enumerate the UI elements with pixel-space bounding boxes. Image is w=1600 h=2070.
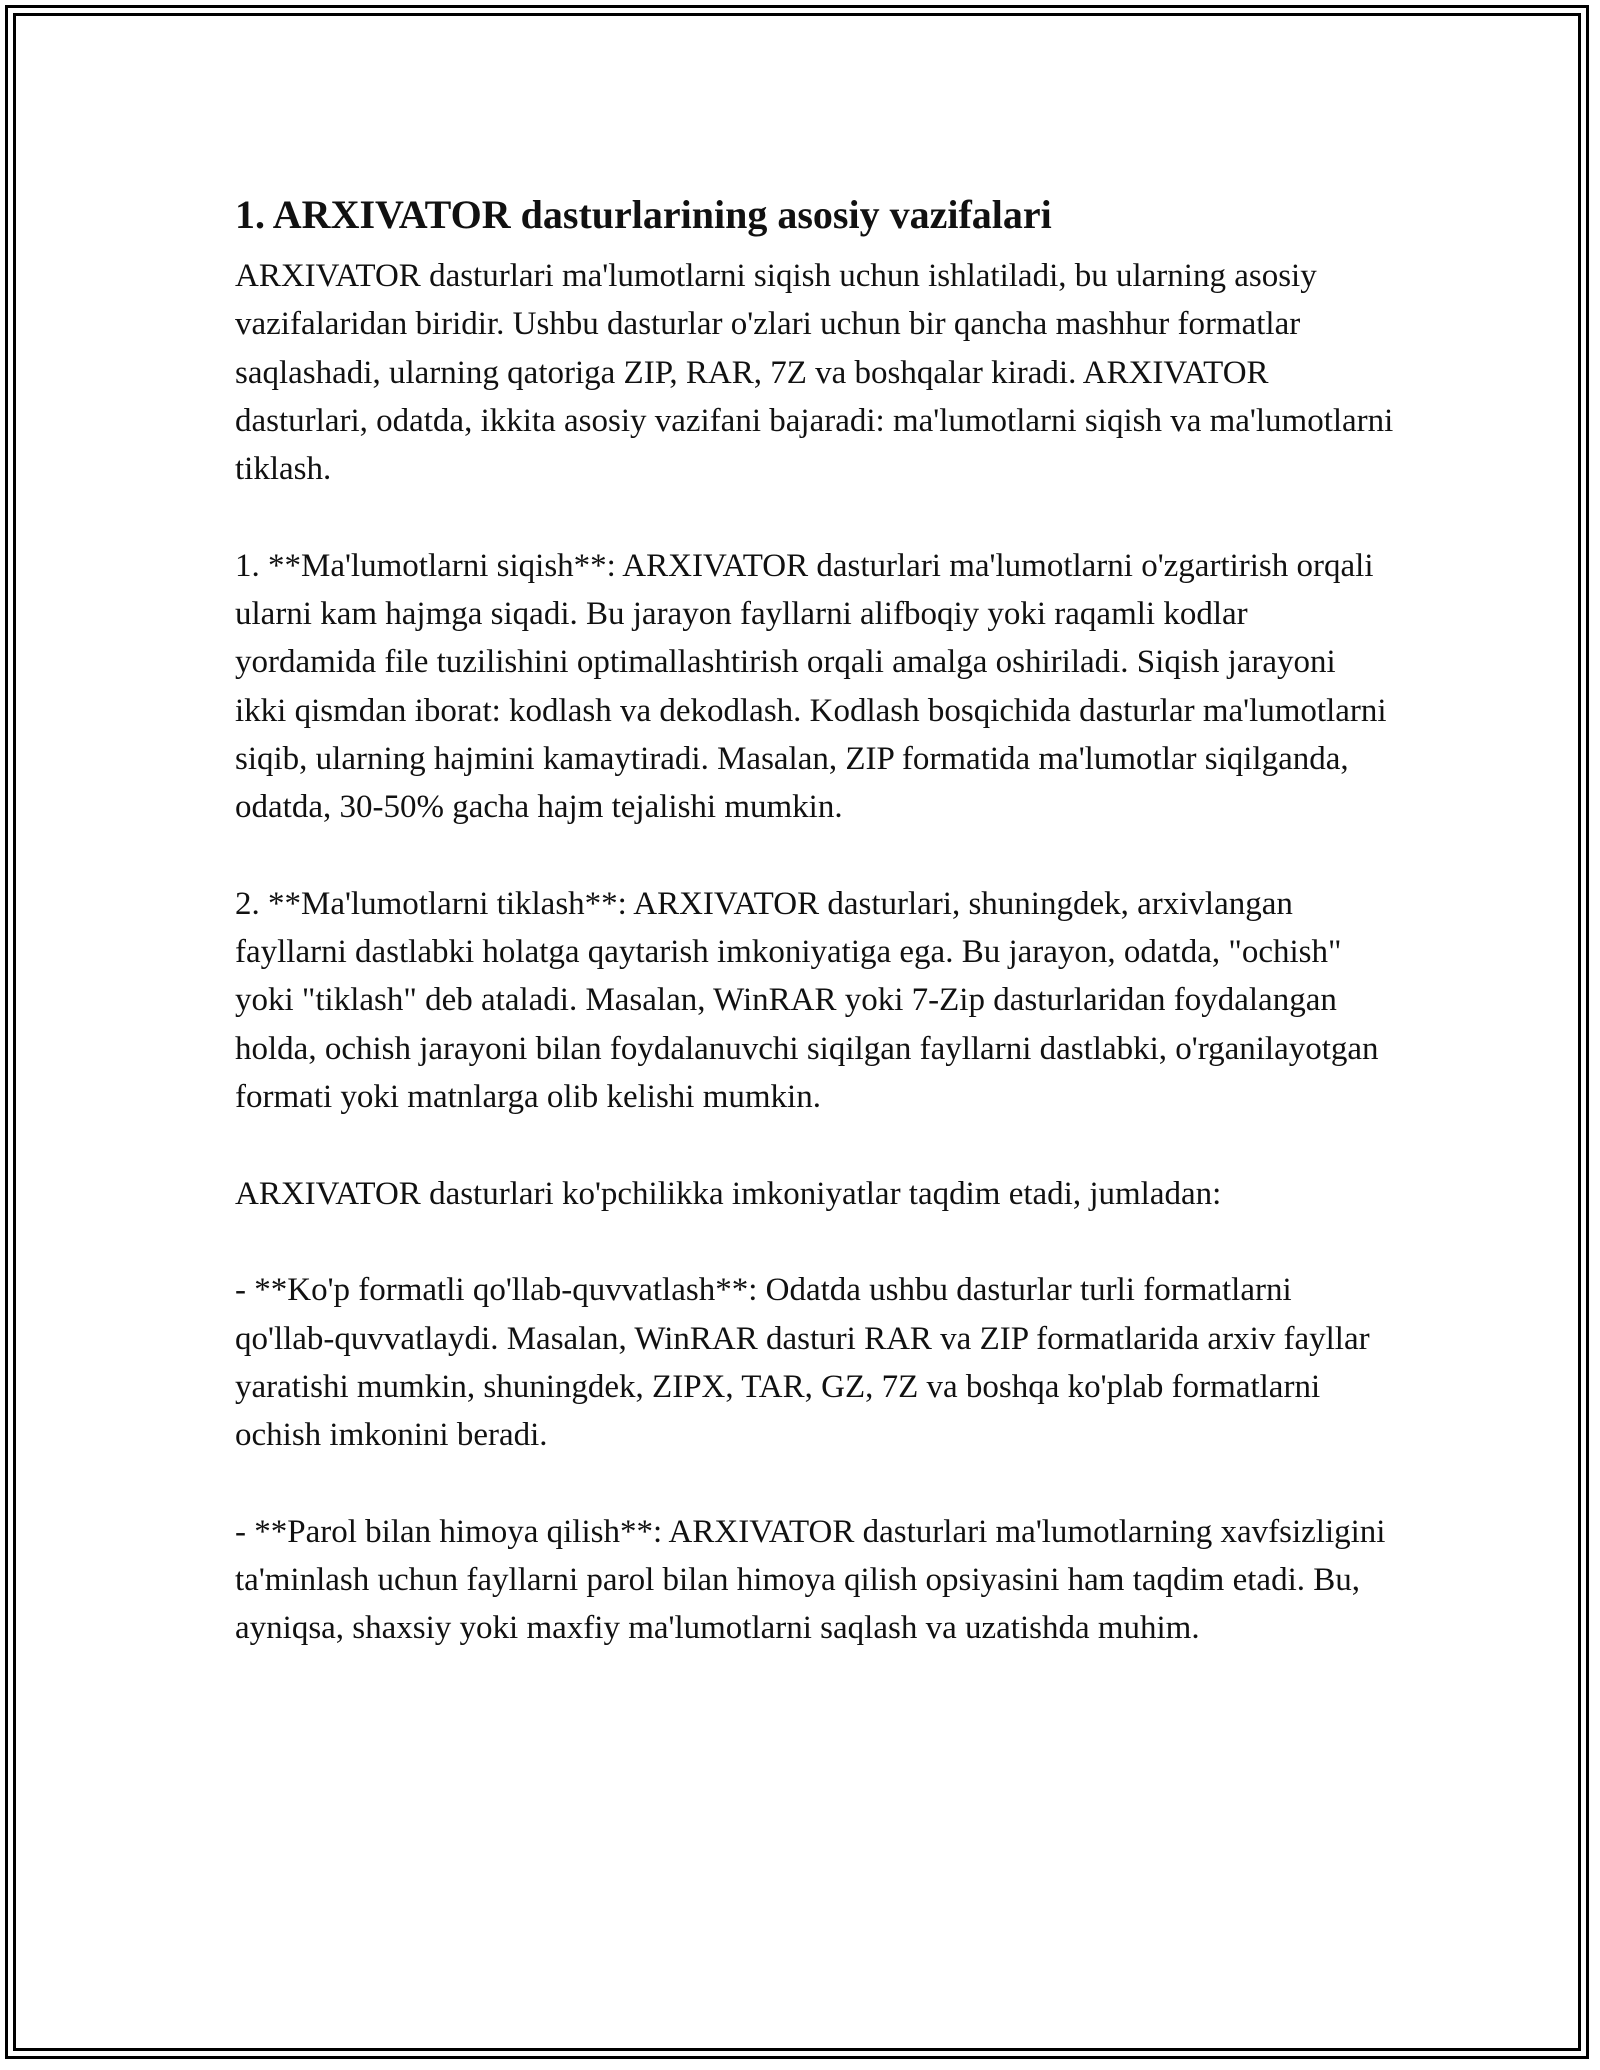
paragraph-password-protection: - **Parol bilan himoya qilish**: ARXIVATOR dasturlari ma'lumotlarning xavfsizligini ta'minlash uchun fayllarni parol bilan himoya qilish opsiyasini ham taqdim etadi. Bu, ayniqsa, shaxsiy yoki maxfiy ma'lumotlarni saqlash va uzatishda muhim. xyxy=(235,1513,1386,1647)
document-heading: 1. ARXIVATOR dasturlarining asosiy vazifalari xyxy=(235,192,1052,237)
paragraph-intro: ARXIVATOR dasturlari ma'lumotlarni siqish uchun ishlatiladi, bu ularning asosiy vazifalaridan biridir. Ushbu dasturlar o'zlari uchun bir qancha mashhur formatlar saqlashadi, ularning qatoriga ZIP, RAR, 7Z va boshqalar kiradi. ARXIVATOR dasturlari, odatda, ikkita asosiy vazifani bajaradi: ma'lumotlarni siqish va ma'lumotlarni tiklash. xyxy=(235,258,1394,488)
document-body xyxy=(235,182,1395,1701)
paragraph-features-intro: ARXIVATOR dasturlari ko'pchilikka imkoniyatlar taqdim etadi, jumladan: xyxy=(235,1175,1222,1212)
paragraph-multi-format: - **Ko'p formatli qo'llab-quvvatlash**: Odatda ushbu dasturlar turli formatlarni qo'llab-quvvatlaydi. Masalan, WinRAR dasturi RAR va ZIP formatlarida arxiv fayllar yaratishi mumkin, shuningdek, ZIPX, TAR, GZ, 7Z va boshqa ko'plab formatlarni ochish imkonini beradi. xyxy=(235,1272,1370,1454)
paragraph-compression: 1. **Ma'lumotlarni siqish**: ARXIVATOR dasturlari ma'lumotlarni o'zgartirish orqali ularni kam hajmga siqadi. Bu jarayon fayllarni alifboqiy yoki raqamli kodlar yordamida file tuzilishini optimallashtirish orqali amalga oshiriladi. Siqish jarayoni ikki qismdan iborat: kodlash va dekodlash. Kodlash bosqichida dasturlar ma'lumotlarni siqib, ularning hajmini kamaytiradi. Masalan, ZIP formatida ma'lumotlar siqilganda, odatda, 30-50% gacha hajm tejalishi mumkin. xyxy=(235,547,1387,826)
paragraph-restoration: 2. **Ma'lumotlarni tiklash**: ARXIVATOR dasturlari, shuningdek, arxivlangan fayllarni dastlabki holatga qaytarish imkoniyatiga ega. Bu jarayon, odatda, "ochish" yoki "tiklash" deb ataladi. Masalan, WinRAR yoki 7-Zip dasturlaridan foydalangan holda, ochish jarayoni bilan foydalanuvchi siqilgan fayllarni dastlabki, o'rganilayotgan formati yoki matnlarga olib kelishi mumkin. xyxy=(235,885,1379,1116)
